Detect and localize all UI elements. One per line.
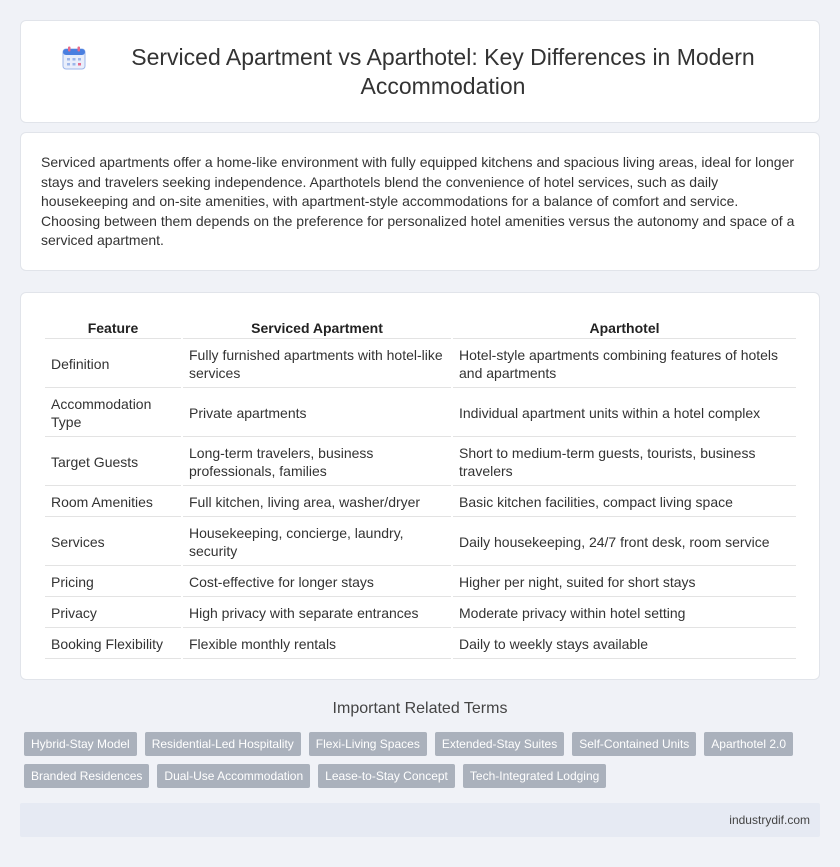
calendar-icon: [61, 45, 87, 71]
feature-cell: Target Guests: [45, 439, 181, 486]
header-serviced-apartment: Serviced Apartment: [183, 317, 451, 339]
header-feature: Feature: [45, 317, 181, 339]
feature-cell: Booking Flexibility: [45, 630, 181, 659]
aparthotel-cell: Daily to weekly stays available: [453, 630, 796, 659]
related-term-tag[interactable]: Aparthotel 2.0: [704, 732, 793, 756]
related-term-tag[interactable]: Extended-Stay Suites: [435, 732, 564, 756]
table-row: [45, 439, 796, 486]
table-row: [45, 341, 796, 388]
serviced-apartment-cell: Cost-effective for longer stays: [183, 568, 451, 597]
related-term-tag[interactable]: Residential-Led Hospitality: [145, 732, 301, 756]
feature-cell: Accommodation Type: [45, 390, 181, 437]
related-term-tag[interactable]: Lease-to-Stay Concept: [318, 764, 455, 788]
related-term-tag[interactable]: Hybrid-Stay Model: [24, 732, 137, 756]
aparthotel-cell: Basic kitchen facilities, compact living space: [453, 488, 796, 517]
footer: [20, 803, 820, 837]
feature-cell: Pricing: [45, 568, 181, 597]
related-term-tag[interactable]: Branded Residences: [24, 764, 149, 788]
header-card: [20, 20, 820, 123]
table-header-row: [45, 317, 796, 339]
aparthotel-cell: Short to medium-term guests, tourists, business travelers: [453, 439, 796, 486]
serviced-apartment-cell: Fully furnished apartments with hotel-like services: [183, 341, 451, 388]
table-row: [45, 568, 796, 597]
related-term-tag[interactable]: Flexi-Living Spaces: [309, 732, 427, 756]
serviced-apartment-cell: Private apartments: [183, 390, 451, 437]
related-term-tag[interactable]: Tech-Integrated Lodging: [463, 764, 606, 788]
feature-cell: Room Amenities: [45, 488, 181, 517]
serviced-apartment-cell: High privacy with separate entrances: [183, 599, 451, 628]
aparthotel-cell: Individual apartment units within a hotel complex: [453, 390, 796, 437]
aparthotel-cell: Moderate privacy within hotel setting: [453, 599, 796, 628]
feature-cell: Privacy: [45, 599, 181, 628]
aparthotel-cell: Higher per night, suited for short stays: [453, 568, 796, 597]
feature-cell: Definition: [45, 341, 181, 388]
table-row: [45, 630, 796, 659]
related-term-tag[interactable]: Self-Contained Units: [572, 732, 696, 756]
table-row: [45, 519, 796, 566]
related-terms-list: [24, 732, 824, 796]
related-terms-title: Important Related Terms: [332, 700, 508, 717]
aparthotel-cell: Hotel-style apartments combining features of hotels and apartments: [453, 341, 796, 388]
page-title: Serviced Apartment vs Aparthotel: Key Differences in Modern Accommodation: [131, 43, 755, 99]
table-row: [45, 390, 796, 437]
table-row: [45, 599, 796, 628]
related-term-tag[interactable]: Dual-Use Accommodation: [157, 764, 310, 788]
serviced-apartment-cell: Housekeeping, concierge, laundry, security: [183, 519, 451, 566]
comparison-table: [43, 315, 798, 661]
serviced-apartment-cell: Long-term travelers, business professionals, families: [183, 439, 451, 486]
intro-paragraph: Serviced apartments offer a home-like environment with fully equipped kitchens and spacious living areas, ideal for longer stays and travelers seeking independence. Aparthotels blend the convenience of hotel services, such as daily housekeeping and on-site amenities, with apartment-style accommodations for a balance of comfort and service. Choosing between them depends on the preference for personalized hotel amenities versus the autonomy and space of a serviced apartment.: [41, 154, 795, 248]
comparison-table-card: [20, 292, 820, 680]
header-aparthotel: Aparthotel: [453, 317, 796, 339]
aparthotel-cell: Daily housekeeping, 24/7 front desk, room service: [453, 519, 796, 566]
serviced-apartment-cell: Flexible monthly rentals: [183, 630, 451, 659]
footer-site-link[interactable]: industrydif.com: [729, 813, 810, 827]
intro-card: [20, 132, 820, 271]
serviced-apartment-cell: Full kitchen, living area, washer/dryer: [183, 488, 451, 517]
feature-cell: Services: [45, 519, 181, 566]
table-row: [45, 488, 796, 517]
